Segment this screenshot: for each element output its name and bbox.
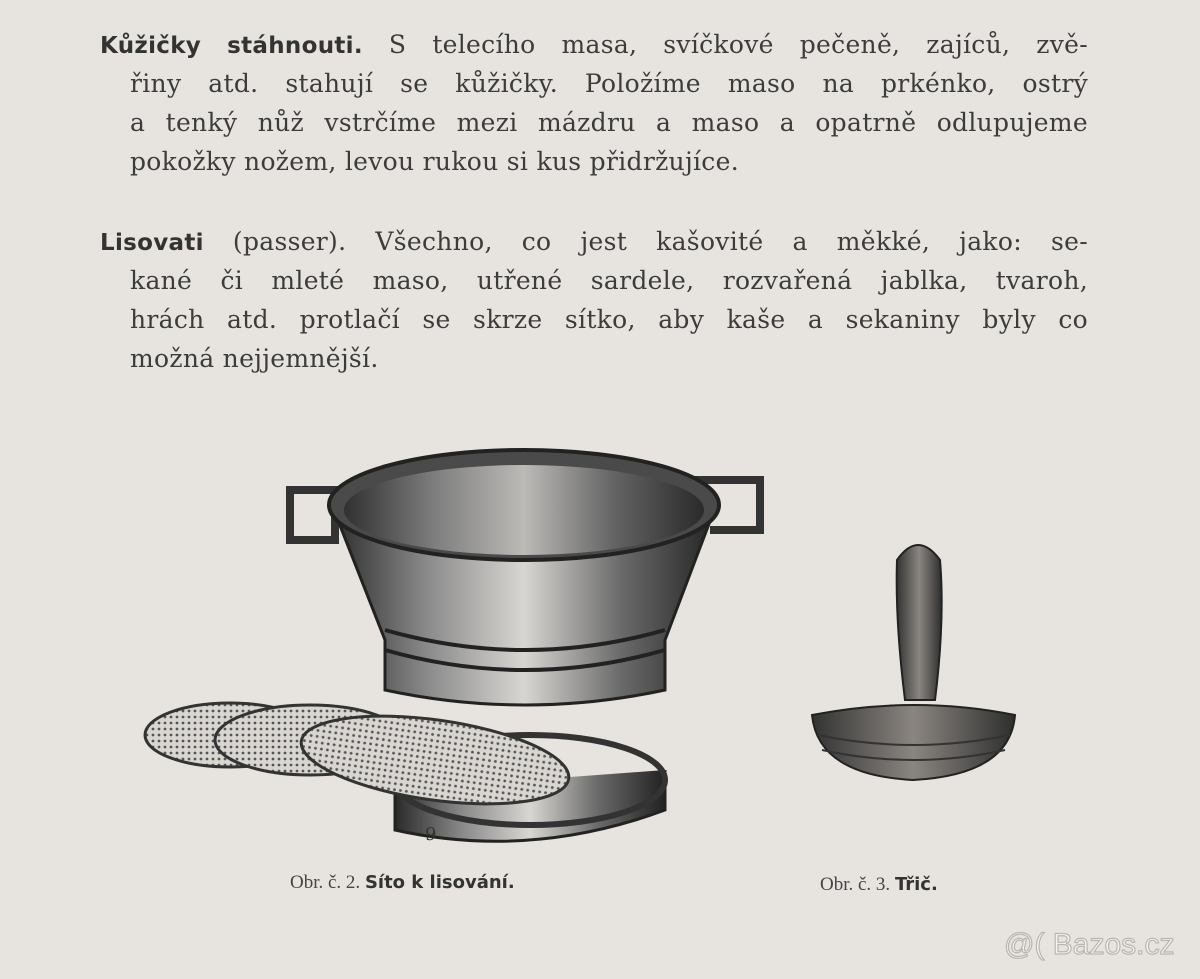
text-line: možná nejjemnější.	[130, 344, 379, 373]
text-line: S telecího masa, svíčkové pečeně, zajíců, zvě-	[388, 30, 1088, 59]
text-line: (passer). Všechno, co jest kašovité a měkké, jako: se-	[232, 227, 1088, 256]
figure-number: Obr. č. 3.	[820, 874, 891, 895]
figure-caption-2	[290, 872, 515, 894]
heading-kuzicky: Kůžičky stáhnouti.	[100, 33, 363, 59]
figure-title: Síto k lisování.	[364, 872, 515, 893]
text-line: a tenký nůž vstrčíme mezi mázdru a maso a opatrně odlupujeme	[130, 108, 1088, 137]
svg-text:9: 9	[425, 824, 437, 845]
pestle-illustration	[812, 545, 1015, 780]
sieve-bowl-illustration	[290, 450, 760, 705]
text-line: hrách atd. protlačí se skrze sítko, aby kaše a sekaniny byly co	[130, 305, 1088, 334]
watermark: @( Bazos.cz	[1004, 928, 1175, 961]
figure-caption-3	[820, 874, 938, 896]
figure-title: Třič.	[894, 874, 938, 895]
text-line: pokožky nožem, levou rukou si kus přidržujíce.	[130, 147, 739, 176]
heading-lisovati: Lisovati	[100, 230, 204, 256]
text-line: kané či mleté maso, utřené sardele, rozvařená jablka, tvaroh,	[130, 266, 1088, 295]
sieve-discs-illustration	[145, 702, 665, 845]
figure-number: Obr. č. 2.	[290, 872, 361, 893]
text-line: řiny atd. stahují se kůžičky. Položíme maso na prkénko, ostrý	[130, 69, 1088, 98]
